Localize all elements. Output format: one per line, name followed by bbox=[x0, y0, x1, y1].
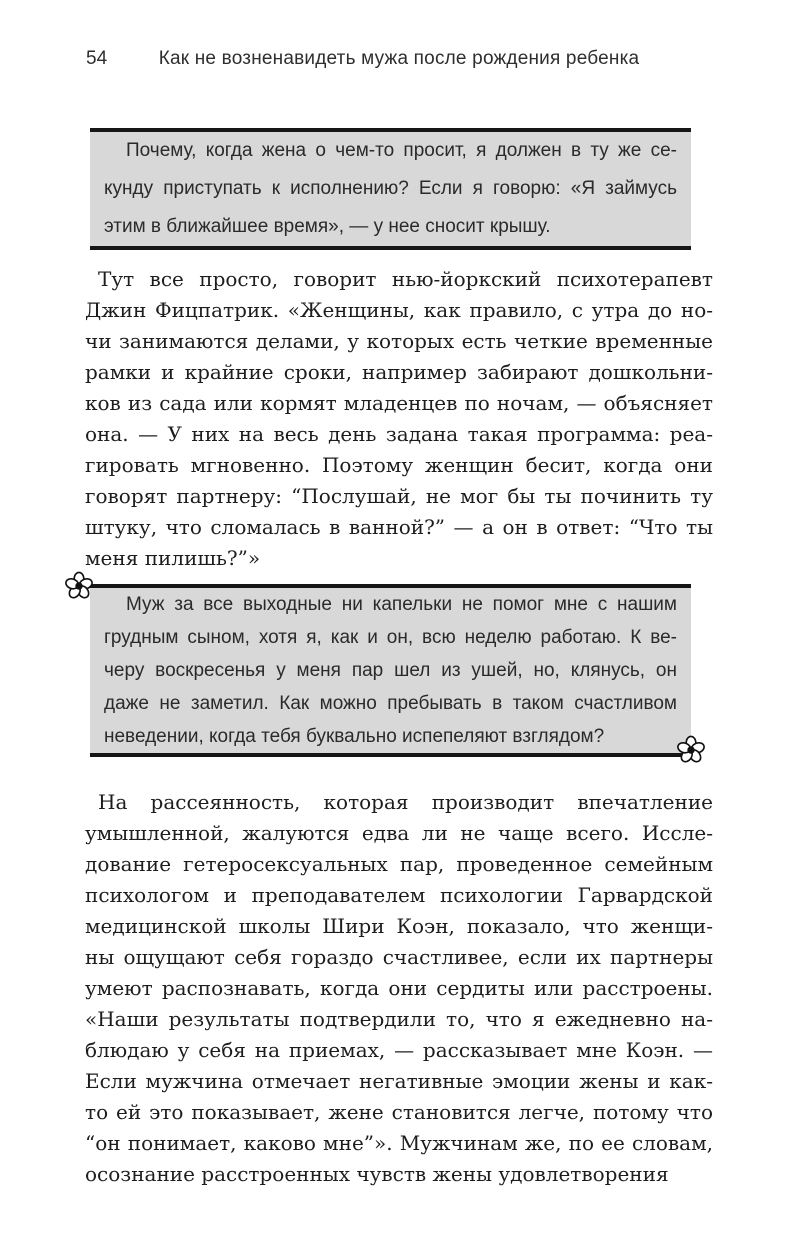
text-line: она. — У них на весь день задана такая программа: реа- bbox=[85, 422, 713, 446]
text-line: Муж за все выходные ни капельки не помог мне с нашим bbox=[126, 594, 677, 615]
text-line: Если мужчина отмечает негативные эмоции жены и как- bbox=[85, 1069, 713, 1093]
text-line: меня пилишь?”» bbox=[85, 546, 261, 570]
text-line: ков из сада или кормят младенцев по ночам, — объясняет bbox=[85, 391, 713, 415]
text-line: осознание расстроенных чувств жены удовлетворения bbox=[85, 1162, 669, 1186]
quote-box-1 bbox=[90, 128, 691, 250]
running-header bbox=[85, 48, 713, 72]
text-line: психологом и преподавателем психологии Гарвардской bbox=[85, 883, 713, 907]
text-column bbox=[85, 48, 713, 1190]
text-line: Джин Фицпатрик. «Женщины, как правило, с утра до но- bbox=[85, 298, 713, 322]
text-line: чи занимаются делами, у которых есть четкие временные bbox=[85, 329, 713, 353]
text-line: штуку, что сломалась в ванной?” — а он в ответ: “Что ты bbox=[85, 515, 713, 539]
flower-icon bbox=[64, 571, 94, 601]
text-line: дование гетеросексуальных пар, проведенное семейным bbox=[85, 852, 713, 876]
running-title: Как не возненавидеть мужа после рождения ребенка bbox=[158, 48, 640, 69]
text-line: говорят партнеру: “Послушай, не мог бы ты починить ту bbox=[85, 484, 713, 508]
body-paragraph-2 bbox=[85, 787, 713, 1190]
text-line: блюдаю у себя на приемах, — рассказывает мне Коэн. — bbox=[85, 1038, 713, 1062]
text-line: кунду приступать к исполнению? Если я говорю: «Я займусь bbox=[104, 178, 677, 199]
text-line: неведении, когда тебя буквально испепеляют взглядом? bbox=[104, 726, 605, 747]
text-line: черу воскресенья у меня пар шел из ушей, но, клянусь, он bbox=[104, 660, 677, 681]
text-line: даже не заметил. Как можно пребывать в таком счастливом bbox=[104, 693, 677, 714]
text-line: то ей это показывает, жене становится легче, потому что bbox=[85, 1100, 713, 1124]
text-line: Тут все просто, говорит нью-йоркский психотерапевт bbox=[98, 267, 713, 291]
quote-box-2 bbox=[90, 584, 691, 757]
text-line: грудным сыном, хотя я, как и он, всю неделю работаю. К ве- bbox=[104, 627, 677, 648]
text-line: этим в ближайшее время», — у нее сносит крышу. bbox=[104, 216, 551, 237]
text-line: На рассеянность, которая производит впечатление bbox=[98, 790, 713, 814]
text-line: медицинской школы Шири Коэн, показало, что женщи- bbox=[85, 914, 713, 938]
body-paragraph-1 bbox=[85, 264, 713, 574]
text-line: Почему, когда жена о чем-то просит, я должен в ту же се- bbox=[126, 140, 677, 161]
text-line: «Наши результаты подтвердили то, что я ежедневно на- bbox=[85, 1007, 713, 1031]
text-line: “он понимает, каково мне”». Мужчинам же, по ее словам, bbox=[85, 1131, 713, 1155]
text-line: умеют распознавать, когда они сердиты или расстроены. bbox=[85, 976, 713, 1000]
text-line: ны ощущают себя гораздо счастливее, если их партнеры bbox=[85, 945, 713, 969]
flower-icon bbox=[676, 735, 706, 765]
text-line: рамки и крайние сроки, например забирают дошкольни- bbox=[85, 360, 713, 384]
text-line: умышленной, жалуются едва ли не чаще всего. Иссле- bbox=[85, 821, 713, 845]
text-line: гировать мгновенно. Поэтому женщин бесит, когда они bbox=[85, 453, 713, 477]
page-number: 54 bbox=[86, 48, 108, 69]
